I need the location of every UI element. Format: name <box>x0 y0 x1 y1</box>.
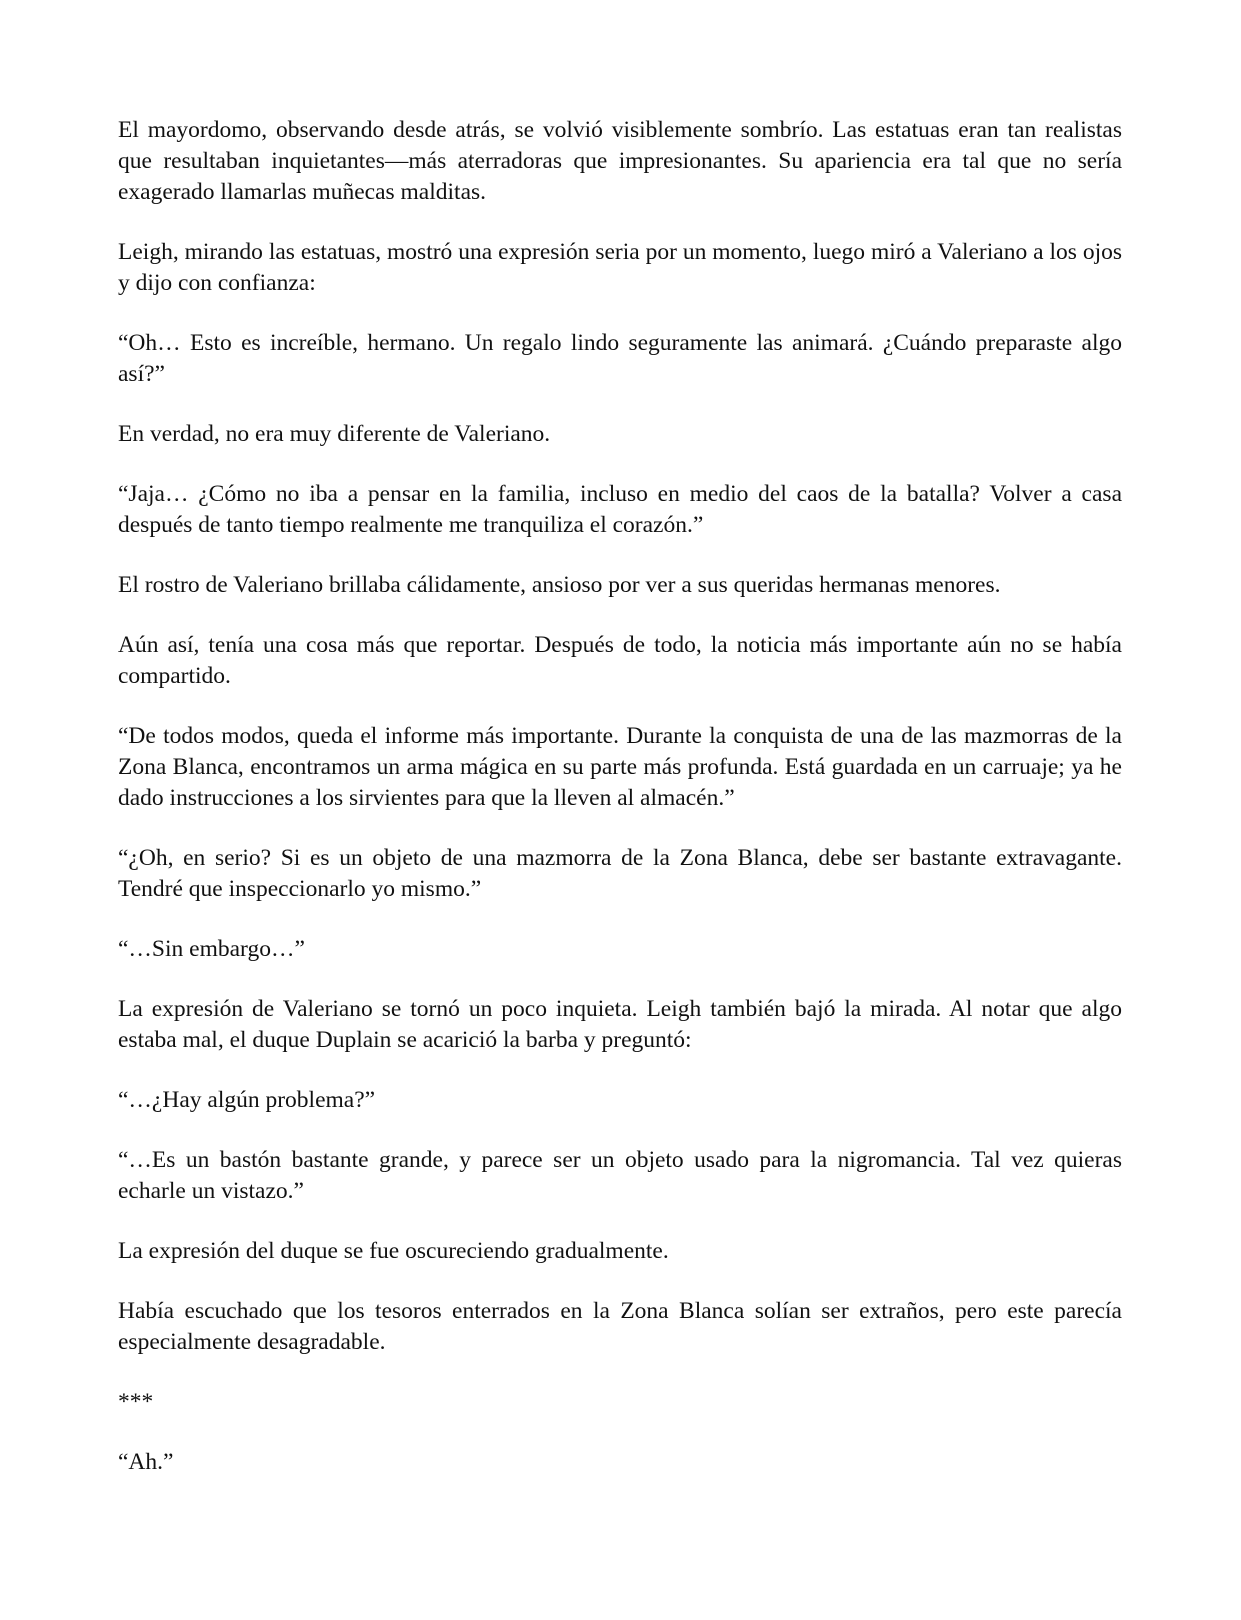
paragraph: “Jaja… ¿Cómo no iba a pensar en la familia, incluso en medio del caos de la batalla? Volver a casa después de tanto tiempo realmente me tranquiliza el corazón.” <box>118 481 1122 538</box>
paragraph: “…Sin embargo…” <box>118 936 305 962</box>
paragraph: “Oh… Esto es increíble, hermano. Un regalo lindo seguramente las animará. ¿Cuándo preparaste algo así?” <box>118 330 1122 387</box>
paragraph: El rostro de Valeriano brillaba cálidamente, ansioso por ver a sus queridas hermanas menores. <box>118 572 1001 598</box>
paragraph: “De todos modos, queda el informe más importante. Durante la conquista de una de las mazmorras de la Zona Blanca, encontramos un arma mágica en su parte más profunda. Está guardada en un carruaje; ya he dado instrucciones a los sirvientes para que la lleven al almacén.” <box>118 723 1122 811</box>
paragraph: Había escuchado que los tesoros enterrados en la Zona Blanca solían ser extraños, pero este parecía especialmente desagradable. <box>118 1298 1122 1355</box>
paragraph: La expresión del duque se fue oscureciendo gradualmente. <box>118 1238 669 1264</box>
paragraph: “Ah.” <box>118 1449 174 1475</box>
scene-break: *** <box>118 1389 154 1415</box>
paragraph: “…¿Hay algún problema?” <box>118 1087 376 1113</box>
document-body <box>118 115 1122 1507</box>
paragraph: En verdad, no era muy diferente de Valeriano. <box>118 421 551 447</box>
paragraph: Aún así, tenía una cosa más que reportar. Después de todo, la noticia más importante aún no se había compartido. <box>118 632 1122 689</box>
paragraph: El mayordomo, observando desde atrás, se volvió visiblemente sombrío. Las estatuas eran tan realistas que resultaban inquietantes—más aterradoras que impresionantes. Su apariencia era tal que no sería exagerado llamarlas muñecas malditas. <box>118 117 1122 205</box>
paragraph: Leigh, mirando las estatuas, mostró una expresión seria por un momento, luego miró a Valeriano a los ojos y dijo con confianza: <box>118 239 1122 296</box>
paragraph: “¿Oh, en serio? Si es un objeto de una mazmorra de la Zona Blanca, debe ser bastante extravagante. Tendré que inspeccionarlo yo mismo.” <box>118 845 1122 902</box>
paragraph: La expresión de Valeriano se tornó un poco inquieta. Leigh también bajó la mirada. Al notar que algo estaba mal, el duque Duplain se acarició la barba y preguntó: <box>118 996 1122 1053</box>
paragraph: “…Es un bastón bastante grande, y parece ser un objeto usado para la nigromancia. Tal vez quieras echarle un vistazo.” <box>118 1147 1122 1204</box>
